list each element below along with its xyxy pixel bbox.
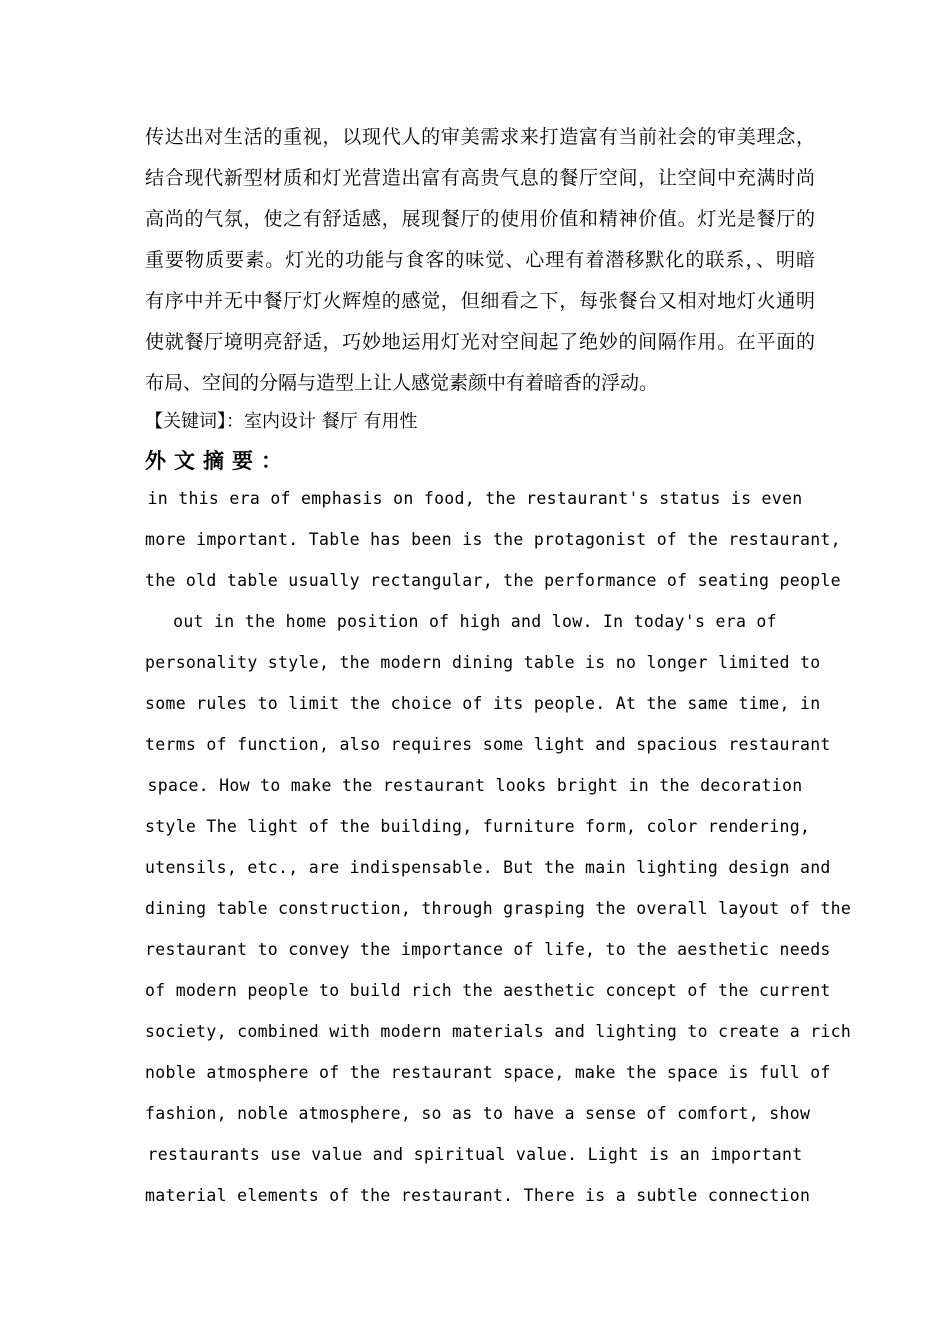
english-abstract-line: some rules to limit the choice of its people. At the same time, in xyxy=(145,694,821,713)
english-abstract-line: out in the home position of high and low. In today's era of xyxy=(173,612,777,631)
english-abstract-line: utensils, etc., are indispensable. But the main lighting design and xyxy=(145,858,831,877)
chinese-abstract-line: 有序中并无中餐厅灯火辉煌的感觉，但细看之下，每张餐台又相对地灯火通明 xyxy=(145,290,815,312)
english-abstract-line: fashion, noble atmosphere, so as to have a sense of comfort, show xyxy=(145,1104,811,1123)
english-abstract-line: of modern people to build rich the aesthetic concept of the current xyxy=(145,981,831,1000)
chinese-abstract-line: 结合现代新型材质和灯光营造出富有高贵气息的餐厅空间，让空间中充满时尚 xyxy=(145,167,815,189)
english-abstract-line: material elements of the restaurant. There is a subtle connection xyxy=(145,1186,811,1205)
english-abstract-line: dining table construction, through grasping the overall layout of the xyxy=(145,899,852,918)
english-abstract-line: noble atmosphere of the restaurant space, make the space is full of xyxy=(145,1063,831,1082)
english-abstract-line: society, combined with modern materials and lighting to create a rich xyxy=(145,1022,852,1041)
english-abstract-line: restaurants use value and spiritual value. Light is an important xyxy=(147,1145,803,1164)
english-abstract-line: more important. Table has been is the protagonist of the restaurant, xyxy=(145,530,841,549)
english-abstract-line: restaurant to convey the importance of life, to the aesthetic needs xyxy=(145,940,831,959)
chinese-abstract-line: 高尚的气氛，使之有舒适感，展现餐厅的使用价值和精神价值。灯光是餐厅的 xyxy=(145,208,815,230)
chinese-abstract-line: 使就餐厅境明亮舒适，巧妙地运用灯光对空间起了绝妙的间隔作用。在平面的 xyxy=(145,331,815,353)
english-abstract-line: personality style, the modern dining table is no longer limited to xyxy=(145,653,821,672)
english-abstract-line: space. How to make the restaurant looks bright in the decoration xyxy=(147,776,803,795)
english-abstract-line: in this era of emphasis on food, the restaurant's status is even xyxy=(147,489,803,508)
chinese-abstract-line: 布局、空间的分隔与造型上让人感觉素颜中有着暗香的浮动。 xyxy=(145,372,659,394)
chinese-abstract-line: 重要物质要素。灯光的功能与食客的味觉、心理有着潜移默化的联系，、明暗 xyxy=(145,249,815,271)
english-abstract-line: terms of function, also requires some light and spacious restaurant xyxy=(145,735,831,754)
english-abstract-line: style The light of the building, furniture form, color rendering, xyxy=(145,817,811,836)
english-abstract-line: the old table usually rectangular, the performance of seating people xyxy=(145,571,841,590)
chinese-abstract-line: 传达出对生活的重视，以现代人的审美需求来打造富有当前社会的审美理念， xyxy=(145,126,815,148)
english-abstract-heading: 外文摘要： xyxy=(145,449,290,473)
keywords-line: 【关键词】：室内设计 餐厅 有用性 xyxy=(145,411,418,432)
